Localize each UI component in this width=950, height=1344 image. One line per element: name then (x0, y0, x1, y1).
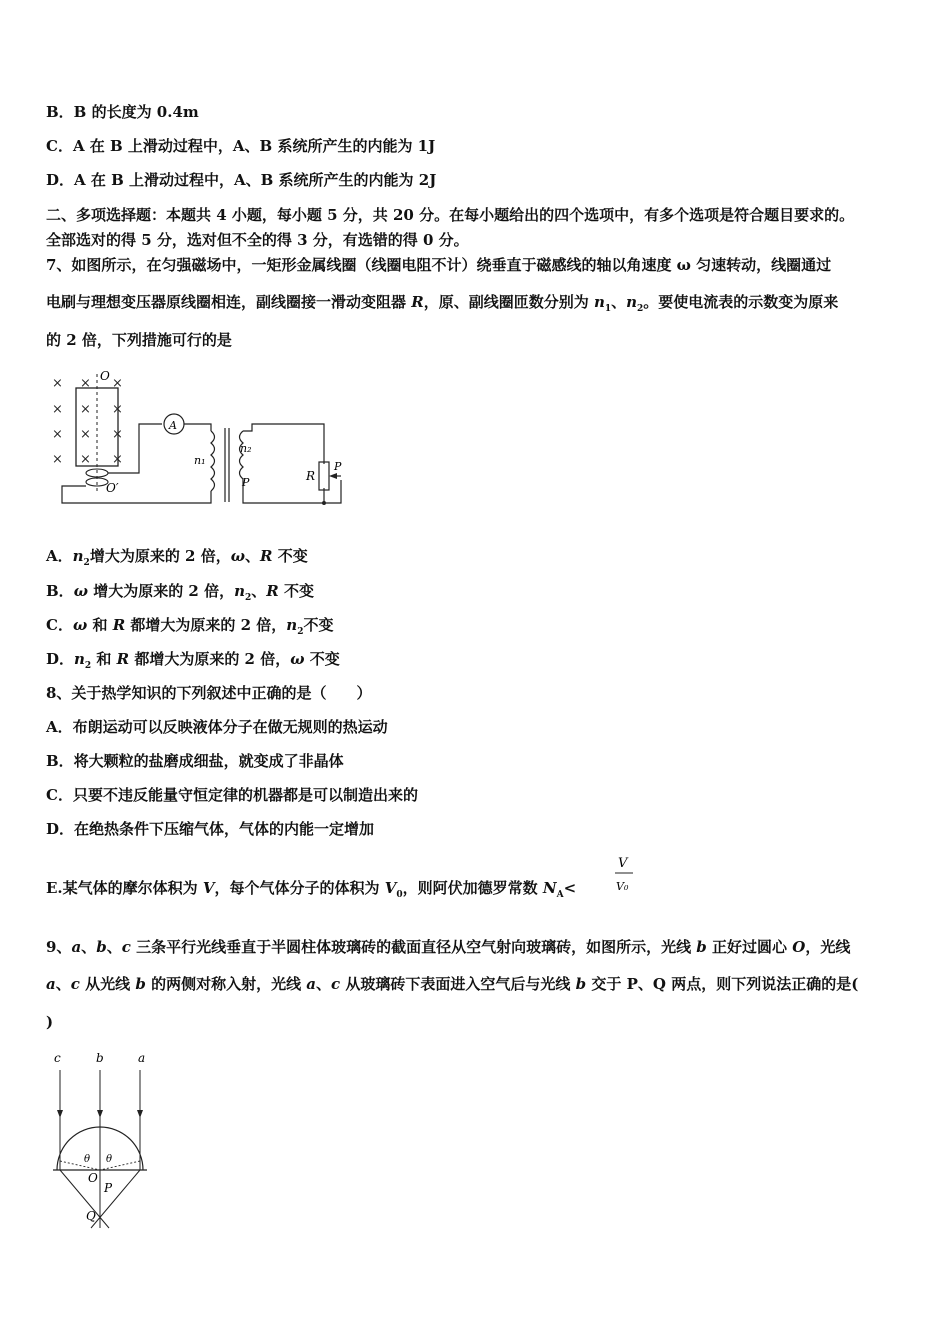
section2-heading-line1: 二、多项选择题：本题共 4 小题，每小题 5 分，共 20 分。在每小题给出的四个选项中，有多个选项是符合题目要求的。 (46, 206, 855, 224)
q7-text: D． (46, 650, 75, 668)
q6-option-d: D．A 在 B 上滑动过程中，A、B 系统所产生的内能为 2J (46, 171, 437, 189)
q9-stem-line3: ) (46, 1013, 54, 1031)
q7-text: A． (46, 547, 73, 565)
var-R: R (260, 547, 273, 565)
var-R: R (112, 616, 126, 634)
q7-text: 不变 (303, 616, 334, 634)
normal-dashed (60, 1161, 100, 1170)
slider-label-p: P (334, 460, 342, 473)
q7-option-d (46, 649, 340, 676)
rheostat (319, 462, 329, 490)
q7-text: 不变 (278, 582, 314, 600)
q7-text: 和 (91, 650, 117, 668)
b-field-cross: × (80, 452, 91, 467)
q7-circuit-figure (44, 366, 364, 516)
q9-text: 交于 (586, 975, 627, 993)
q9-stem-line1 (46, 937, 850, 957)
var-R: R (266, 582, 279, 600)
q8-option-a: A．布朗运动可以反映液体分子在做无规则的热运动 (46, 718, 388, 736)
sub: 2 (637, 304, 644, 314)
axis-label-o-prime: O′ (106, 481, 119, 495)
b-field-cross: × (112, 402, 123, 417)
b-field-cross: × (52, 402, 63, 417)
q9-text: 从玻璃砖下表面进入空气后与光线 (340, 975, 576, 993)
var-omega: ω (73, 582, 88, 600)
var-n: n (74, 650, 85, 668)
var-a: a (71, 938, 82, 956)
arrow-down (137, 1110, 143, 1118)
q8-option-b: B．将大颗粒的盐磨成细盐，就变成了非晶体 (46, 752, 344, 770)
q8-text: E.某气体的摩尔体积为 (46, 879, 203, 897)
angle-theta-right: θ (106, 1154, 113, 1165)
var-b: b (575, 975, 587, 993)
sep: 、 (106, 938, 122, 956)
less-than: < (563, 879, 577, 897)
sep: 、 (251, 582, 267, 600)
slider-wire (326, 480, 341, 503)
q7-text: ，原、副线圈匝数分别为 (423, 293, 594, 311)
var-b: b (135, 975, 146, 993)
sub: 2 (83, 558, 90, 568)
var-c: c (121, 938, 131, 956)
ammeter-label: A (169, 419, 177, 432)
b-field-cross: × (80, 427, 91, 442)
b-field-cross: × (80, 376, 91, 391)
var-a: a (46, 975, 56, 993)
q7-text: 不变 (272, 547, 308, 565)
sep: 、 (611, 293, 627, 311)
var-V0: V (384, 879, 397, 897)
b-field-cross: × (112, 376, 123, 391)
arrow-down (57, 1110, 63, 1118)
var-c: c (331, 975, 341, 993)
fraction-denominator: V₀ (616, 880, 629, 893)
refracted-ray-c (60, 1170, 109, 1228)
q7-text: 。要使电流表的示数变为原来 (643, 293, 839, 311)
ray-label-c: c (54, 1051, 61, 1065)
var-omega: ω (230, 547, 245, 565)
b-field-cross: × (52, 427, 63, 442)
q7-text: 都增大为原来的 2 倍， (125, 616, 287, 634)
var-n: n (72, 547, 84, 565)
sub: 2 (297, 627, 304, 637)
arrow-down (97, 1110, 103, 1118)
q8-text: ，每个气体分子的体积为 (214, 879, 385, 897)
q7-option-a (46, 546, 308, 573)
q7-text: 增大为原来的 2 倍， (89, 547, 231, 565)
b-field-cross: × (52, 376, 63, 391)
q8-option-e (46, 878, 576, 905)
angle-theta-left: θ (84, 1154, 91, 1165)
sub: 0 (396, 890, 403, 900)
primary-coil-label: n₁ (194, 454, 206, 467)
wire (243, 424, 324, 464)
point-q: Q (652, 975, 666, 993)
var-n: n (626, 293, 638, 311)
var-b: b (96, 938, 107, 956)
q8-text: ，则阿伏加德罗常数 (402, 879, 543, 897)
var-R: R (116, 650, 130, 668)
q7-text: 电刷与理想变压器原线圈相连，副线圈接一滑动变阻器 (46, 293, 412, 311)
q8-option-c: C．只要不违反能量守恒定律的机器都是可以制造出来的 (46, 786, 418, 804)
sep: 、 (55, 975, 71, 993)
junction-dot (322, 501, 326, 505)
q7-stem-line3: 的 2 倍，下列措施可行的是 (46, 331, 232, 349)
q6-option-c: C．A 在 B 上滑动过程中，A、B 系统所产生的内能为 1J (46, 137, 436, 155)
var-a: a (306, 975, 317, 993)
q9-stem-line2 (46, 974, 858, 994)
var-omega: ω (72, 616, 88, 634)
sep: 、 (316, 975, 332, 993)
sub: 2 (245, 593, 252, 603)
q9-text: 正好过圆心 (706, 938, 793, 956)
var-c: c (70, 975, 80, 993)
q7-text: 增大为原来的 2 倍， (87, 582, 235, 600)
fraction-numerator: V (618, 856, 628, 871)
q6-option-b: B．B 的长度为 0.4m (46, 103, 199, 121)
var-omega: ω (290, 650, 305, 668)
rheostat-label-r: R (306, 469, 316, 483)
wire (184, 424, 211, 431)
secondary-coil-label: n₂ (240, 442, 252, 455)
sep: 、 (637, 975, 653, 993)
q9-text: 两点，则下列说法正确的是( (665, 975, 859, 993)
sub: A (556, 890, 564, 900)
b-field-cross: × (112, 452, 123, 467)
axis-label-o: O (100, 369, 110, 383)
refracted-ray-a (91, 1170, 140, 1228)
q7-option-c (46, 615, 333, 642)
q7-text: C． (46, 616, 73, 634)
q7-text: 不变 (304, 650, 340, 668)
wire (62, 486, 211, 503)
var-V: V (202, 879, 215, 897)
sep: 、 (245, 547, 261, 565)
var-n: n (593, 293, 605, 311)
q8-option-d: D．在绝热条件下压缩气体，气体的内能一定增加 (46, 820, 375, 838)
slider-arrow (329, 473, 337, 479)
var-n: n (286, 616, 298, 634)
primary-coil (211, 431, 215, 491)
fraction-v-over-v0 (612, 852, 636, 896)
q7-stem-line2 (46, 292, 838, 319)
q9-prism-figure (44, 1048, 174, 1233)
q7-text: B． (46, 582, 74, 600)
ray-label-a: a (138, 1051, 146, 1065)
var-b: b (696, 938, 707, 956)
ray-label-b: b (96, 1051, 104, 1065)
center-label-o: O (88, 1171, 98, 1185)
sub: 1 (604, 304, 612, 314)
q7-stem-line1: 7、如图所示，在匀强磁场中，一矩形金属线圈（线圈电阻不计）绕垂直于磁感线的轴以角速度 ω 匀速转动，线圈通过 (46, 256, 832, 274)
q9-text: 从光线 (79, 975, 136, 993)
tap-label-p: P (242, 476, 250, 489)
q7-text: 和 (87, 616, 113, 634)
var-R: R (411, 293, 424, 311)
q7-text: 都增大为原来的 2 倍， (129, 650, 291, 668)
b-field-cross: × (52, 452, 63, 467)
sub: 2 (84, 661, 92, 671)
secondary-coil (240, 431, 244, 479)
q9-text: 三条平行光线垂直于半圆柱体玻璃砖的截面直径从空气射向玻璃砖，如图所示，光线 (130, 938, 697, 956)
point-label-q: Q (86, 1209, 96, 1223)
section2-heading-line2: 全部选对的得 5 分，选对但不全的得 3 分，有选错的得 0 分。 (46, 231, 469, 249)
b-field-cross: × (80, 402, 91, 417)
var-NA: N (542, 879, 557, 897)
q9-text: 9、 (46, 938, 72, 956)
point-label-p: P (104, 1181, 113, 1195)
sep: 、 (81, 938, 97, 956)
b-field-cross: × (112, 427, 123, 442)
q7-option-b (46, 581, 314, 608)
var-O: O (792, 938, 806, 956)
q9-text: ，光线 (805, 938, 851, 956)
q9-text: 的两侧对称入射，光线 (145, 975, 307, 993)
point-p: P (626, 975, 638, 993)
var-n: n (234, 582, 245, 600)
q8-stem: 8、关于热学知识的下列叙述中正确的是（ ） (46, 684, 372, 702)
